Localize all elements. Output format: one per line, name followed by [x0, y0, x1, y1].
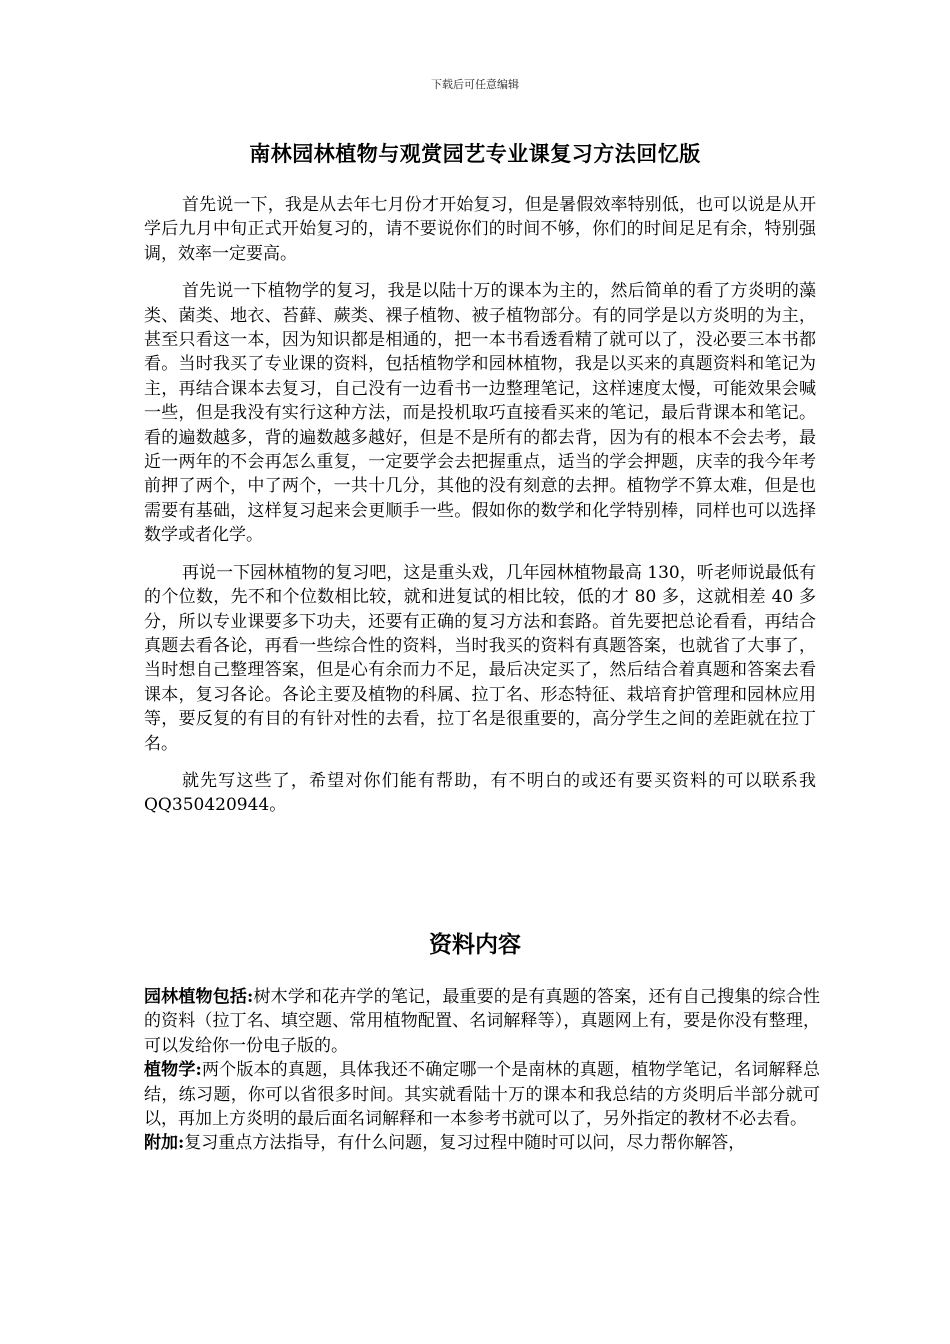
materials-item-botany [144, 1058, 820, 1131]
page-header-note: 下载后可任意编辑 [431, 78, 519, 91]
materials-list [144, 985, 820, 1156]
materials-item-label: 植物学: [144, 1060, 202, 1081]
materials-item-garden-plants [144, 985, 820, 1058]
materials-item-label: 园林植物包括: [144, 987, 254, 1007]
materials-heading: 资料内容 [429, 931, 521, 958]
paragraph-botany: 首先说一下植物学的复习，我是以陆十万的课本为主的，然后简单的看了方炎明的藻类、菌类、地衣、苔藓、蕨类、裸子植物、被子植物部分。有的同学是以方炎明的为主，甚至只看这一本，因为知识都是相通的，把一本书看透看精了就可以了，没必要三本书都看。当时我买了专业课的资料，包括植物学和园林植物，我是以买来的真题资料和笔记为主，再结合课本去复习，自己没有一边看书一边整理笔记，这样速度太慢，可能效果会喊一些，但是我没有实行这种方法，而是投机取巧直接看买来的笔记，最后背课本和笔记。看的遍数越多，背的遍数越多越好，但是不是所有的都去背，因为有的根本不会去考，最近一两年的不会再怎么重复，一定要学会去把握重点，适当的学会押题，庆幸的我今年考前押了两个，中了两个，一共十几分，其他的没有刻意的去押。植物学不算太难，但是也需要有基础，这样复习起来会更顺手一些。假如你的数学和化学特别棒，同样也可以选择数学或者化学。 [144, 281, 816, 546]
materials-item-text: 复习重点方法指导，有什么问题，复习过程中随时可以问，尽力帮你解答， [184, 1133, 746, 1154]
materials-item-text: 树木学和花卉学的笔记，最重要的是有真题的答案，还有自己搜集的综合性的资料（拉丁名、填空题、常用植物配置、名词解释等），真题网上有，要是你没有整理，可以发给你一份电子版的。 [144, 987, 820, 1056]
materials-item-text: 两个版本的真题，具体我还不确定哪一个是南林的真题，植物学笔记，名词解释总结，练习题，你可以省很多时间。其实就看陆十万的课本和我总结的方炎明后半部分就可以，再加上方炎明的最后面名词解释和一本参考书就可以了，另外指定的教材不必去看。 [144, 1060, 820, 1130]
paragraph-intro: 首先说一下，我是从去年七月份才开始复习，但是暑假效率特别低，也可以说是从开学后九月中旬正式开始复习的，请不要说你们的时间不够，你们的时间足足有余，特别强调，效率一定要高。 [144, 195, 816, 264]
paragraph-garden-plants: 再说一下园林植物的复习吧，这是重头戏，几年园林植物最高 130，听老师说最低有的个位数，先不和个位数相比较，就和进复试的相比较，低的才 80 多，这就相差 40 多分，所以专业课要多下功夫，还要有正确的复习方法和套路。首先要把总论看看，再结合真题去看各论，再看一些综合性的资料，当时我买的资料有真题答案，也就省了大事了，当时想自己整理答案，但是心有余而力不足，最后决定买了，然后结合着真题和答案去看课本，复习各论。各论主要及植物的科属、拉丁名、形态特征、栽培育护管理和园林应用等，要反复的有目的有针对性的去看，拉丁名是很重要的，高分学生之间的差距就在拉丁名。 [144, 562, 816, 754]
materials-item-extra [144, 1131, 820, 1155]
paragraph-closing: 就先写这些了，希望对你们能有帮助，有不明白的或还有要买资料的可以联系我 QQ350420944。 [144, 770, 816, 816]
materials-item-label: 附加: [144, 1133, 185, 1154]
document-title: 南林园林植物与观赏园艺专业课复习方法回忆版 [249, 141, 701, 166]
article-body [144, 193, 816, 818]
